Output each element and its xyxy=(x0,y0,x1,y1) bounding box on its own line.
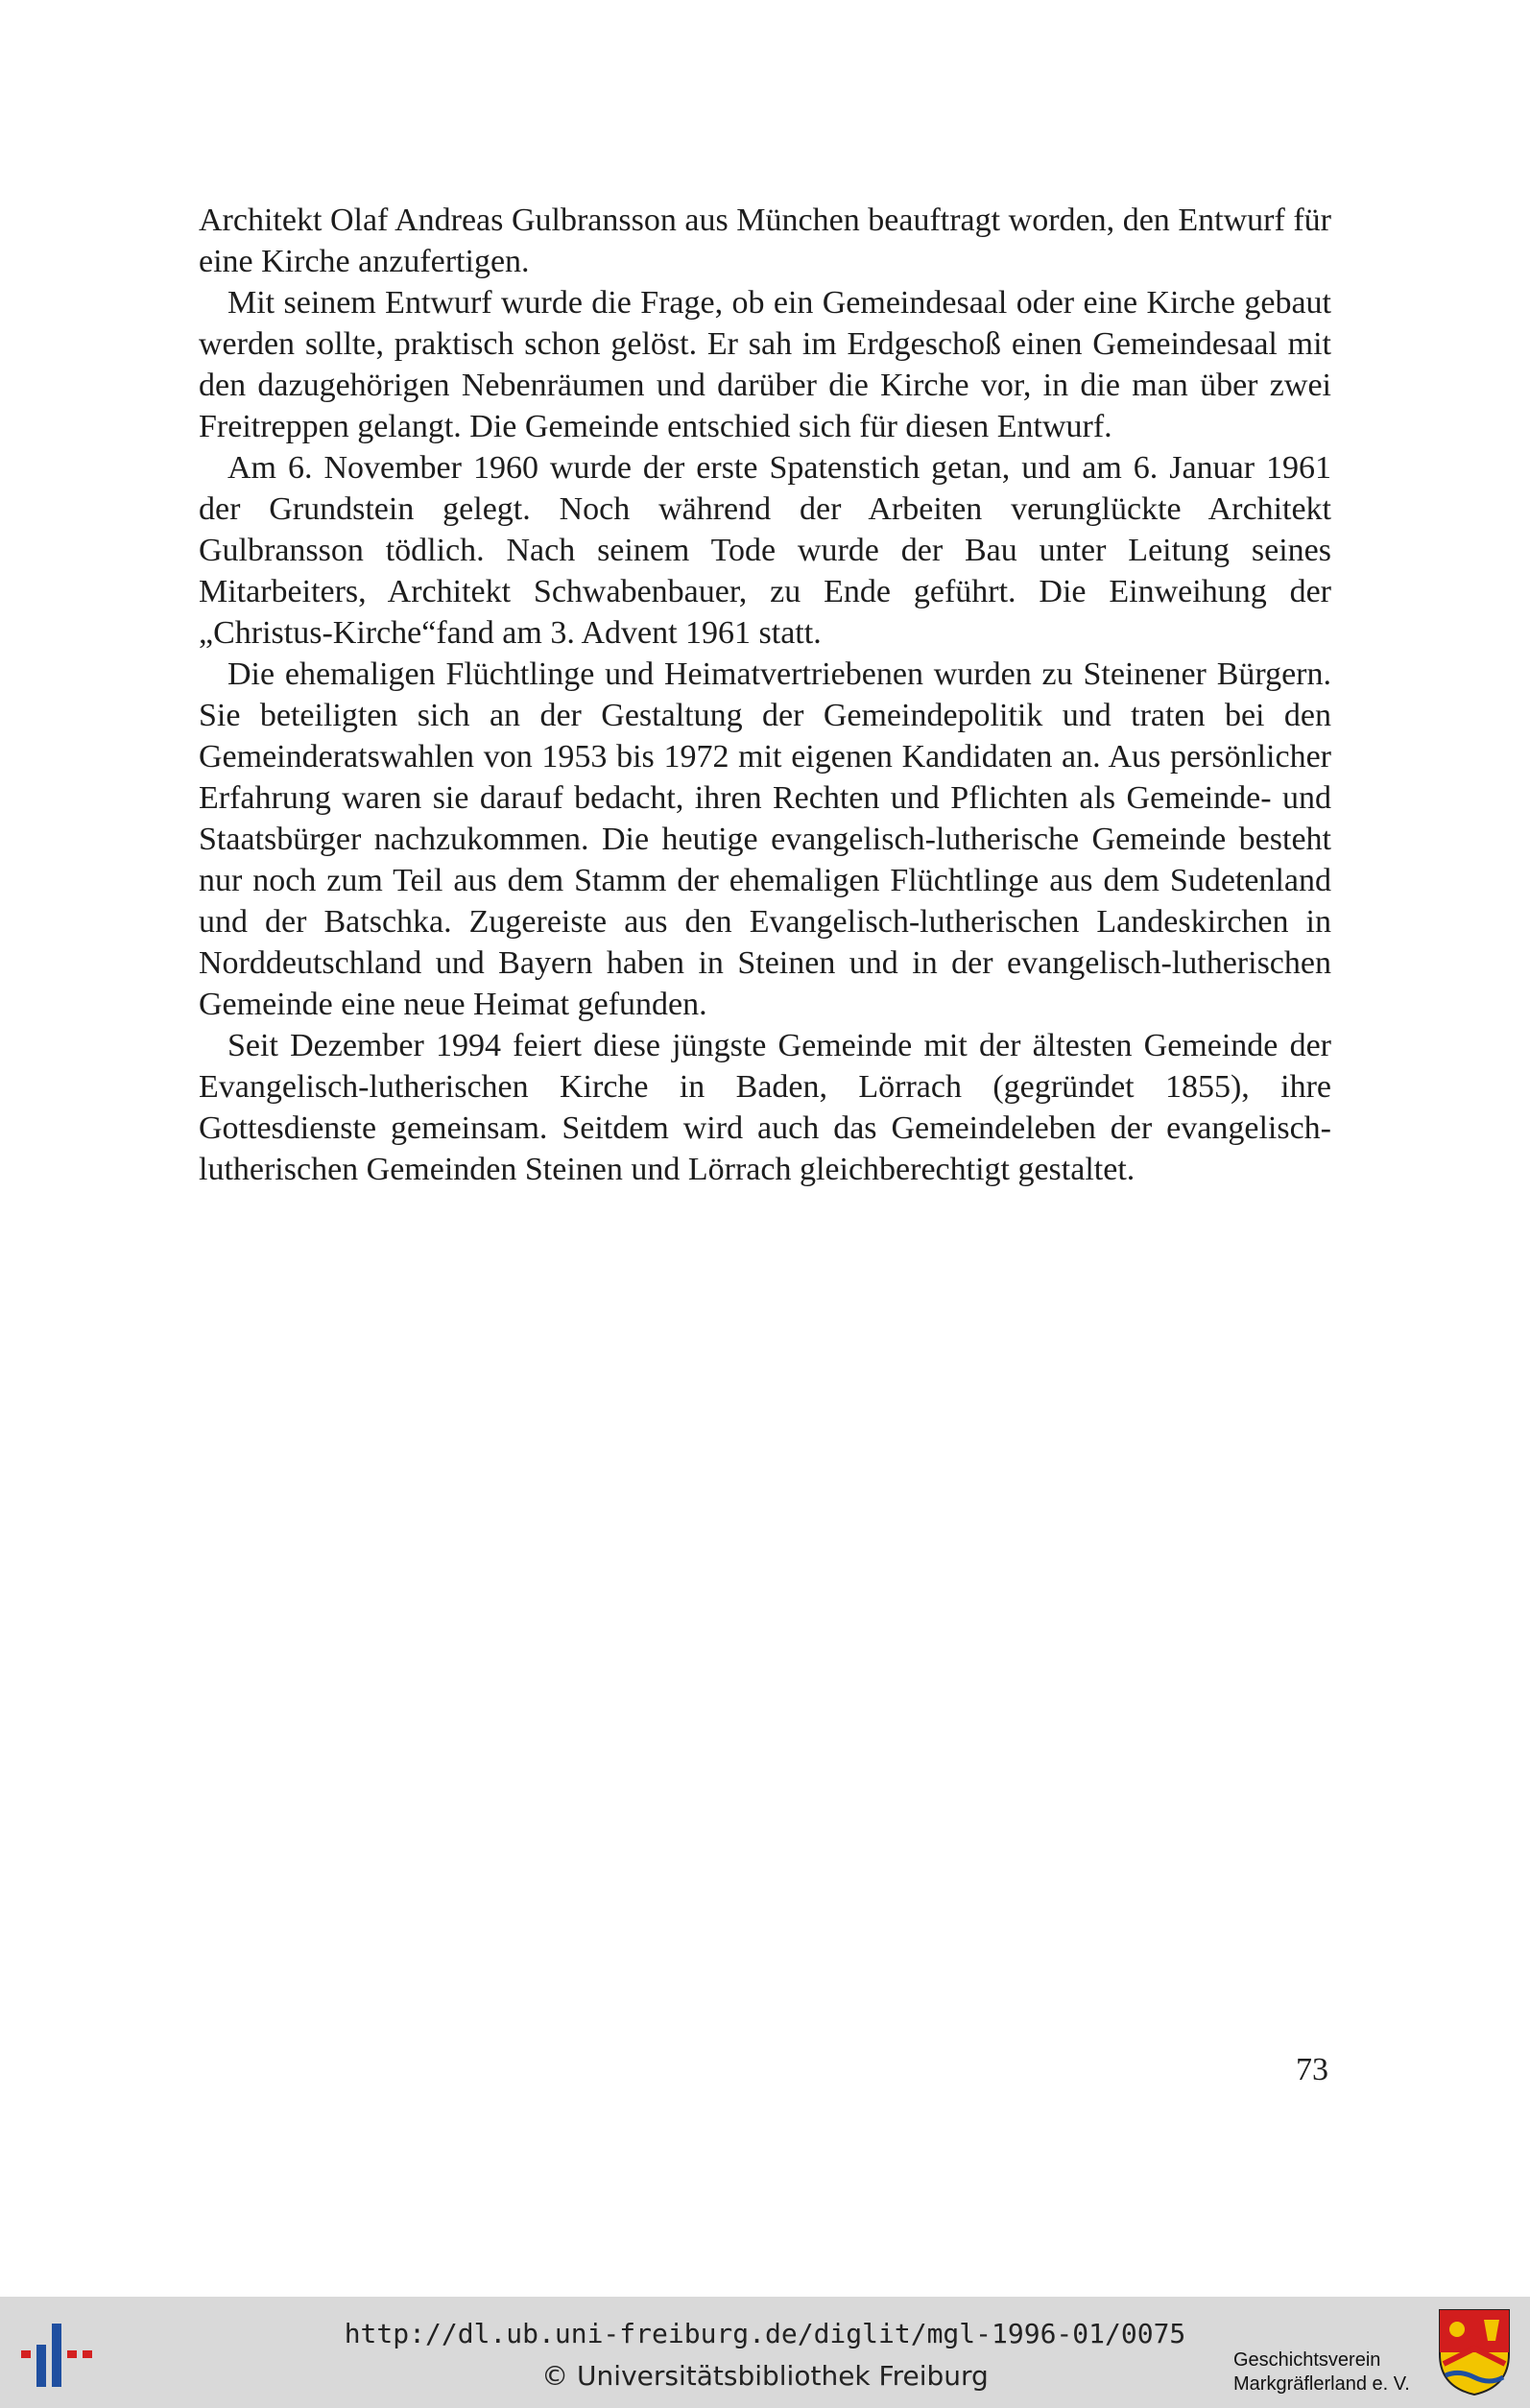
society-name xyxy=(1233,2348,1425,2396)
paragraph-4: Die ehemaligen Flüchtlinge und Heimatvertriebenen wurden zu Steinener Bürgern. Sie beteiligten sich an der Gestaltung der Gemeindepolitik und traten bei den Gemeinderatswahlen von 1953 bis 1972 mit eigenen Kandidaten an. Aus persönlicher Erfahrung waren sie darauf bedacht, ihren Rechten und Pflichten als Gemeinde- und Staatsbürger nachzukommen. Die heutige evangelisch-lutherische Gemeinde besteht nur noch zum Teil aus dem Stamm der ehemaligen Flüchtlinge aus dem Sudetenland und der Batschka. Zugereiste aus den Evangelisch-lutherischen Landeskirchen in Norddeutschland und Bayern haben in Steinen und in der evangelisch-lutherischen Gemeinde eine neue Heimat gefunden. xyxy=(199,656,1331,1022)
paragraph-3: Am 6. November 1960 wurde der erste Spatenstich getan, und am 6. Januar 1961 der Grundstein gelegt. Noch während der Arbeiten verunglückte Architekt Gulbransson tödlich. Nach seinem Tode wurde der Bau unter Leitung seines Mitarbeiters, Architekt Schwabenbauer, zu Ende geführt. Die Einweihung der „Christus-Kirche“fand am 3. Advent 1961 statt. xyxy=(199,450,1331,651)
coat-of-arms-icon xyxy=(1436,2306,1513,2398)
society-name-line-2: Markgräflerland e. V. xyxy=(1233,2373,1410,2395)
paragraph-5: Seit Dezember 1994 feiert diese jüngste Gemeinde mit der ältesten Gemeinde der Evangelisch-lutherischen Kirche in Baden, Lörrach (gegründet 1855), ihre Gottesdienste gemeinsam. Seitdem wird auch das Gemeindeleben der evangelisch-lutherischen Gemeinden Steinen und Lörrach gleichberechtigt gestaltet. xyxy=(199,1028,1331,1187)
paragraph-2: Mit seinem Entwurf wurde die Frage, ob ein Gemeindesaal oder eine Kirche gebaut werden sollte, praktisch schon gelöst. Er sah im Erdgeschoß einen Gemeindesaal mit den dazugehörigen Nebenräumen und darüber die Kirche vor, in die man über zwei Freitreppen gelangt. Die Gemeinde entschied sich für diesen Entwurf. xyxy=(199,285,1331,444)
body-text xyxy=(199,200,1331,1190)
page-number: 73 xyxy=(1296,2052,1328,2087)
footer-bar xyxy=(0,2297,1530,2408)
paragraph-1: Architekt Olaf Andreas Gulbransson aus München beauftragt worden, den Entwurf für eine Kirche anzufertigen. xyxy=(199,203,1331,279)
society-name-line-1: Geschichtsverein xyxy=(1233,2349,1381,2371)
footer-url-link[interactable]: http://dl.ub.uni-freiburg.de/diglit/mgl-1996-01/0075 xyxy=(344,2318,1186,2349)
footer-copyright: © Universitätsbibliothek Freiburg xyxy=(541,2360,989,2392)
